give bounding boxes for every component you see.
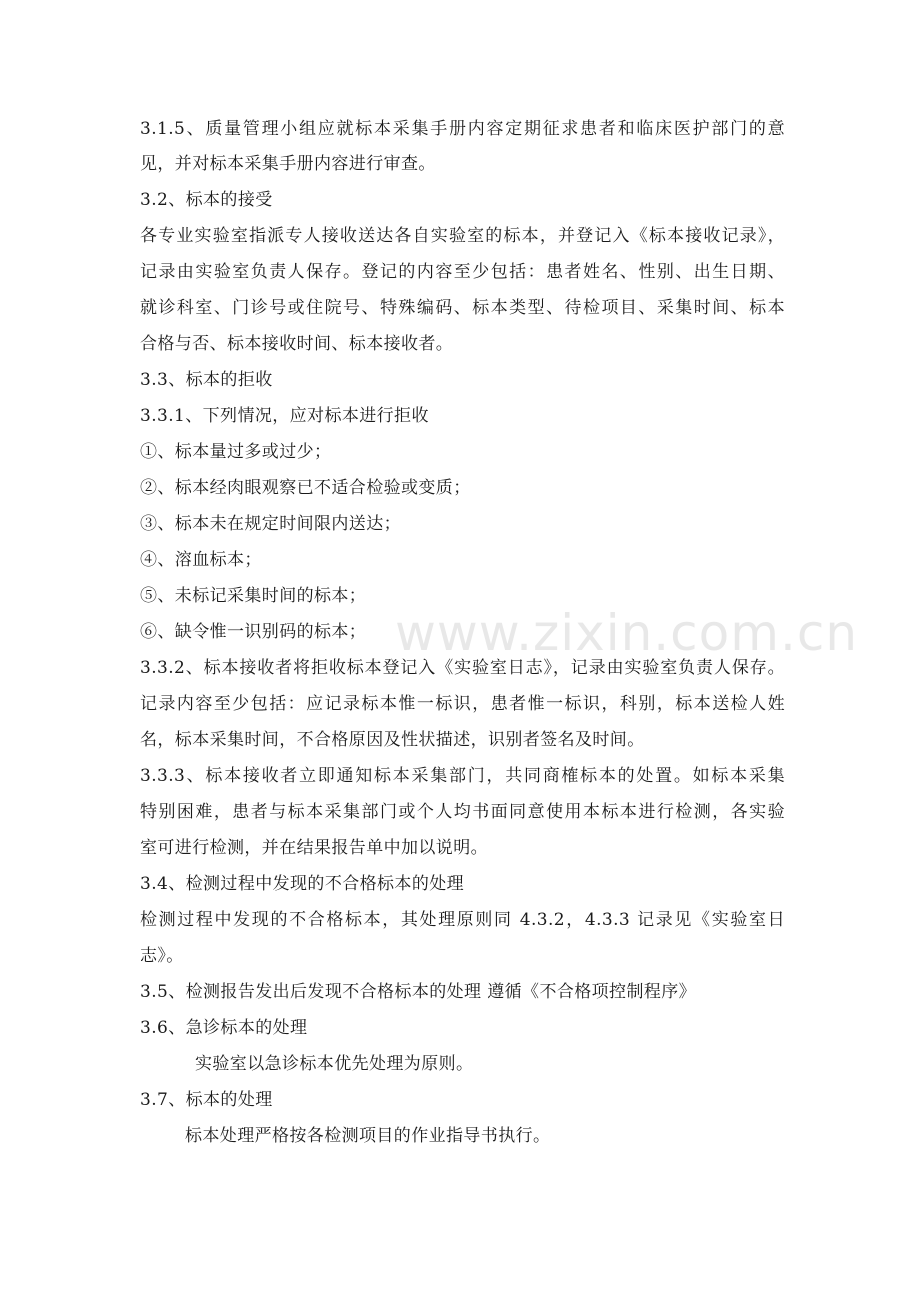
text-line: 3.1.5、质量管理小组应就标本采集手册内容定期征求患者和临床医护部门的意 <box>140 119 785 139</box>
section-heading: 3.4、检测过程中发现的不合格标本的处理 <box>140 874 465 894</box>
text-line: 合格与否、标本接收时间、标本接收者。 <box>140 334 454 354</box>
text-line: 志》。 <box>140 946 184 966</box>
list-item: ②、标本经肉眼观察已不适合检验或变质； <box>140 478 471 498</box>
text-line: 就诊科室、门诊号或住院号、特殊编码、标本类型、待检项目、采集时间、标本 <box>140 298 785 318</box>
watermark-text: www.zixin.com.cn <box>395 604 859 662</box>
section-heading: 3.5、检测报告发出后发现不合格标本的处理 遵循《不合格项控制程序》 <box>140 982 697 1002</box>
text-line: 见，并对标本采集手册内容进行审查。 <box>140 154 436 174</box>
indented-text: 实验室以急诊标本优先处理为原则。 <box>195 1054 474 1074</box>
text-line: 名，标本采集时间，不合格原因及性状描述，识别者签名及时间。 <box>140 730 645 750</box>
text-line: 3.3.2、标本接收者将拒收标本登记入《实验室日志》，记录由实验室负责人保存。 <box>140 658 785 678</box>
text-line: 3.3.3、标本接收者立即通知标本采集部门，共同商榷标本的处置。如标本采集 <box>140 766 785 786</box>
list-item: ③、标本未在规定时间限内送达； <box>140 514 401 534</box>
section-heading: 3.6、急诊标本的处理 <box>140 1018 308 1038</box>
text-line: 检测过程中发现的不合格标本，其处理原则同 4.3.2，4.3.3 记录见《实验室日 <box>140 910 785 930</box>
text-line: 记录内容至少包括：应记录标本惟一标识，患者惟一标识，科别，标本送检人姓 <box>140 694 785 714</box>
list-item: ①、标本量过多或过少； <box>140 442 332 462</box>
text-line: 记录由实验室负责人保存。登记的内容至少包括：患者姓名、性别、出生日期、 <box>140 262 785 282</box>
list-item: ⑤、未标记采集时间的标本； <box>140 586 367 606</box>
text-line: 特别困难，患者与标本采集部门或个人均书面同意使用本标本进行检测，各实验 <box>140 802 785 822</box>
section-heading: 3.2、标本的接受 <box>140 190 273 210</box>
section-heading: 3.3、标本的拒收 <box>140 370 273 390</box>
indented-text: 标本处理严格按各检测项目的作业指导书执行。 <box>185 1126 551 1146</box>
list-item: ④、溶血标本； <box>140 550 262 570</box>
text-line: 各专业实验室指派专人接收送达各自实验室的标本，并登记入《标本接收记录》， <box>140 226 785 246</box>
section-heading: 3.7、标本的处理 <box>140 1090 273 1110</box>
subsection-heading: 3.3.1、下列情况，应对标本进行拒收 <box>140 406 429 426</box>
list-item: ⑥、缺令惟一识别码的标本； <box>140 622 367 642</box>
text-line: 室可进行检测，并在结果报告单中加以说明。 <box>140 838 488 858</box>
